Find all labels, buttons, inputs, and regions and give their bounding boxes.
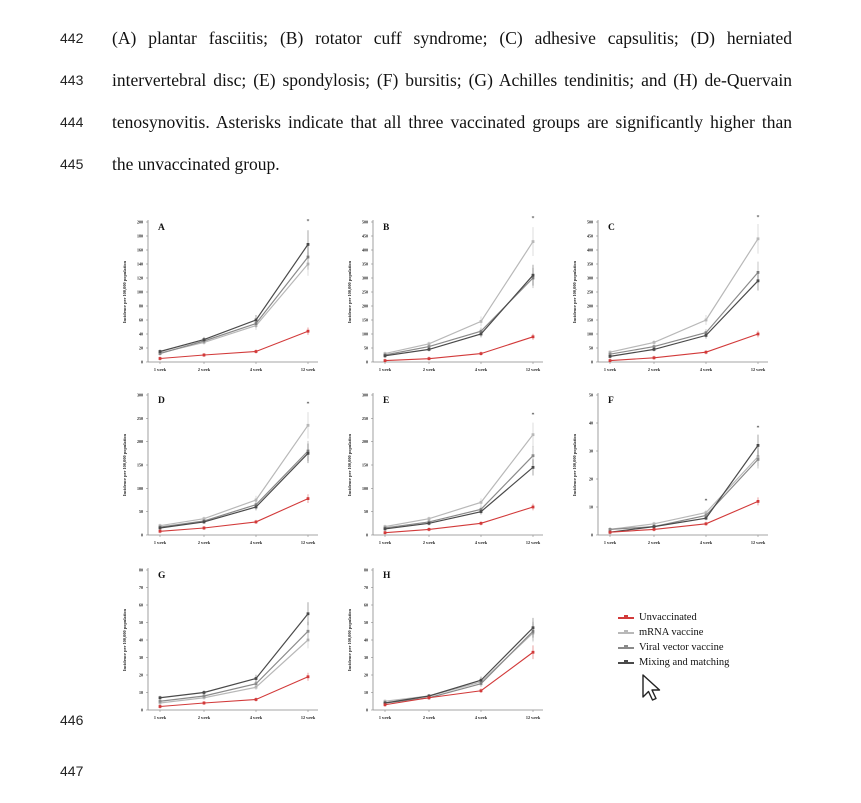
data-point (757, 458, 760, 461)
y-tick-label: 50 (364, 345, 368, 351)
significance-asterisk: * (756, 215, 760, 221)
x-tick-label: 12 week (750, 367, 766, 372)
data-point (757, 444, 760, 447)
chart-panel-g (122, 568, 318, 721)
data-point (384, 528, 387, 531)
series-line (385, 631, 533, 703)
series-line (385, 467, 533, 529)
y-tick-label: 500 (587, 219, 593, 225)
data-point (307, 497, 310, 500)
data-point (653, 348, 656, 351)
y-tick-label: 0 (366, 707, 368, 713)
x-tick-label: 4 week (249, 715, 263, 720)
y-axis-label: Incidence per 100,000 population (347, 608, 352, 672)
x-tick-label: 12 week (300, 540, 316, 545)
y-tick-label: 50 (139, 509, 143, 515)
legend-label: Mixing and matching (639, 657, 730, 668)
data-point (428, 528, 431, 531)
data-point (384, 703, 387, 706)
y-tick-label: 300 (362, 392, 368, 398)
y-axis-label: Incidence per 100,000 population (122, 433, 127, 497)
data-point (532, 651, 535, 654)
x-tick-label: 1 week (153, 715, 167, 720)
data-point (159, 357, 162, 360)
data-point (307, 675, 310, 678)
data-point (307, 424, 310, 427)
x-tick-label: 1 week (378, 715, 392, 720)
data-point (307, 630, 310, 633)
y-tick-label: 30 (364, 655, 368, 660)
significance-asterisk: * (704, 498, 708, 505)
y-tick-label: 50 (139, 620, 143, 625)
y-axis-label: Incidence per 100,000 population (572, 433, 577, 497)
legend-swatch (618, 662, 634, 664)
y-tick-label: 0 (591, 359, 593, 365)
y-axis-label: Incidence per 100,000 population (347, 433, 352, 497)
series-line (610, 445, 758, 532)
x-tick-label: 4 week (699, 540, 713, 545)
data-point (757, 237, 760, 240)
data-point (532, 433, 535, 436)
y-tick-label: 200 (362, 303, 368, 309)
y-tick-label: 40 (364, 637, 368, 643)
x-tick-label: 2 week (197, 540, 211, 545)
y-tick-label: 70 (139, 585, 143, 590)
caption-text: intervertebral disc; (E) spondylosis; (F) bursitis; (G) Achilles tendinitis; and (H) de-Quervain (112, 70, 792, 90)
x-tick-label: 12 week (300, 367, 316, 372)
x-tick-label: 12 week (525, 715, 541, 720)
data-point (480, 679, 483, 682)
data-point (384, 359, 387, 362)
chart-panel-a (122, 219, 318, 372)
y-tick-label: 10 (139, 690, 143, 695)
data-point (480, 501, 483, 504)
significance-asterisk: * (531, 412, 535, 419)
data-point (480, 352, 483, 355)
chart-panel-c (572, 215, 768, 372)
y-tick-label: 150 (362, 462, 368, 468)
series-line (160, 451, 308, 527)
data-point (653, 356, 656, 359)
mouse-pointer-icon (641, 673, 663, 703)
data-point (255, 698, 258, 701)
data-point (480, 522, 483, 525)
data-point (428, 696, 431, 699)
data-point (653, 528, 656, 531)
series-line (385, 628, 533, 703)
data-point (203, 527, 206, 530)
y-tick-label: 40 (139, 637, 143, 643)
y-tick-label: 400 (587, 247, 593, 253)
data-point (480, 510, 483, 513)
x-tick-label: 2 week (647, 540, 661, 545)
x-tick-label: 4 week (249, 367, 263, 372)
data-point (705, 319, 708, 322)
chart-panel-d (122, 393, 318, 546)
x-tick-label: 1 week (153, 367, 167, 372)
y-tick-label: 250 (587, 289, 593, 295)
data-point (203, 695, 206, 698)
legend (618, 610, 729, 670)
x-tick-label: 2 week (197, 367, 211, 372)
series-line (610, 281, 758, 357)
y-tick-label: 0 (366, 532, 368, 538)
series-line (160, 640, 308, 703)
y-tick-label: 80 (364, 567, 368, 573)
line-number: 442 (60, 30, 84, 46)
data-point (255, 506, 258, 509)
significance-asterisk: * (306, 401, 310, 408)
series-line (160, 453, 308, 528)
series-line (385, 633, 533, 701)
y-tick-label: 50 (364, 509, 368, 515)
data-point (532, 626, 535, 629)
y-tick-label: 250 (137, 415, 143, 421)
panel-letter: F (608, 396, 614, 406)
data-point (255, 521, 258, 524)
y-tick-label: 100 (362, 485, 368, 491)
caption-text: the unvaccinated group. (112, 154, 280, 174)
data-point (384, 531, 387, 534)
x-tick-label: 1 week (603, 540, 617, 545)
legend-label: Unvaccinated (639, 612, 697, 623)
y-tick-label: 20 (364, 672, 368, 678)
data-point (532, 466, 535, 469)
y-axis-label: Incidence per 100,000 population (122, 608, 127, 672)
y-tick-label: 350 (362, 261, 368, 267)
y-tick-label: 100 (137, 289, 143, 295)
y-tick-label: 300 (137, 392, 143, 398)
y-tick-label: 80 (139, 567, 143, 573)
line-number: 443 (60, 72, 84, 88)
y-tick-label: 30 (139, 655, 143, 660)
y-tick-label: 140 (137, 261, 143, 267)
data-point (203, 354, 206, 357)
y-tick-label: 60 (139, 602, 143, 608)
data-point (307, 612, 310, 615)
y-tick-label: 10 (364, 690, 368, 695)
x-tick-label: 4 week (474, 540, 488, 545)
x-tick-label: 12 week (525, 367, 541, 372)
y-tick-label: 450 (587, 233, 593, 239)
significance-asterisk: * (531, 215, 535, 222)
y-tick-label: 250 (362, 415, 368, 421)
data-point (705, 517, 708, 520)
y-tick-label: 50 (589, 392, 593, 398)
legend-label: Viral vector vaccine (639, 642, 724, 653)
y-tick-label: 150 (362, 317, 368, 323)
y-tick-label: 100 (362, 331, 368, 337)
y-tick-label: 300 (587, 275, 593, 281)
data-point (428, 517, 431, 520)
y-tick-label: 20 (589, 476, 593, 482)
y-tick-label: 150 (137, 462, 143, 468)
series-line (385, 435, 533, 527)
y-tick-label: 100 (137, 485, 143, 491)
x-tick-label: 12 week (300, 715, 316, 720)
y-tick-label: 400 (362, 247, 368, 253)
significance-asterisk: * (756, 425, 760, 432)
legend-item (618, 640, 729, 655)
series-line (385, 507, 533, 533)
y-tick-label: 0 (141, 359, 143, 365)
legend-swatch (618, 617, 634, 619)
y-tick-label: 0 (591, 532, 593, 538)
y-tick-label: 200 (362, 439, 368, 445)
data-point (532, 335, 535, 338)
x-tick-label: 2 week (422, 715, 436, 720)
legend-swatch (618, 647, 634, 649)
series-line (610, 459, 758, 529)
panel-letter: H (383, 571, 391, 581)
data-point (203, 691, 206, 694)
chart-panel-b (347, 216, 543, 372)
y-tick-label: 0 (141, 532, 143, 538)
data-point (255, 350, 258, 353)
data-point (609, 531, 612, 534)
data-point (428, 522, 431, 525)
series-line (160, 614, 308, 698)
data-point (159, 530, 162, 533)
data-point (307, 330, 310, 333)
line-number: 444 (60, 114, 84, 130)
data-point (255, 319, 258, 322)
y-tick-label: 20 (139, 672, 143, 678)
x-tick-label: 2 week (422, 367, 436, 372)
data-point (609, 355, 612, 358)
data-point (384, 354, 387, 357)
legend-item (618, 625, 729, 640)
line-number: 447 (60, 763, 84, 779)
chart-panel-h (347, 568, 543, 721)
panel-letter: A (158, 223, 165, 233)
y-axis-label: Incidence per 100,000 population (572, 260, 577, 324)
y-tick-label: 80 (139, 303, 143, 309)
series-line (385, 652, 533, 705)
series-line (385, 242, 533, 354)
data-point (480, 689, 483, 692)
x-tick-label: 2 week (197, 715, 211, 720)
data-point (705, 351, 708, 354)
y-tick-label: 60 (139, 317, 143, 323)
y-tick-label: 450 (362, 233, 368, 239)
data-point (255, 682, 258, 685)
y-tick-label: 120 (137, 275, 143, 281)
x-tick-label: 1 week (378, 540, 392, 545)
data-point (428, 357, 431, 360)
data-point (609, 359, 612, 362)
data-point (532, 240, 535, 243)
x-tick-label: 1 week (603, 367, 617, 372)
data-point (532, 274, 535, 277)
y-tick-label: 40 (589, 420, 593, 426)
y-tick-label: 200 (137, 219, 143, 225)
y-tick-label: 60 (364, 602, 368, 608)
legend-swatch (618, 632, 634, 634)
panel-letter: G (158, 571, 166, 581)
series-line (610, 239, 758, 352)
panel-letter: C (608, 223, 615, 233)
data-point (159, 696, 162, 699)
x-tick-label: 12 week (525, 540, 541, 545)
data-point (480, 333, 483, 336)
significance-asterisk: * (306, 219, 310, 226)
data-point (159, 705, 162, 708)
data-point (428, 348, 431, 351)
caption-text: tenosynovitis. Asterisks indicate that all three vaccinated groups are significantly higher than (112, 112, 792, 132)
y-tick-label: 160 (137, 247, 143, 253)
panel-letter: E (383, 396, 390, 406)
data-point (255, 677, 258, 680)
y-tick-label: 100 (587, 331, 593, 337)
data-point (307, 243, 310, 246)
data-point (532, 454, 535, 457)
data-point (757, 333, 760, 336)
y-tick-label: 180 (137, 233, 143, 239)
data-point (532, 506, 535, 509)
caption-text: (A) plantar fasciitis; (B) rotator cuff syndrome; (C) adhesive capsulitis; (D) herniated (112, 28, 792, 48)
line-number: 446 (60, 712, 84, 728)
y-tick-label: 250 (362, 289, 368, 295)
series-line (160, 244, 308, 351)
y-tick-label: 350 (587, 261, 593, 267)
series-line (160, 331, 308, 358)
data-point (159, 700, 162, 703)
data-point (480, 320, 483, 323)
series-line (160, 499, 308, 532)
y-tick-label: 20 (139, 345, 143, 351)
data-point (757, 279, 760, 282)
data-point (159, 350, 162, 353)
y-tick-label: 500 (362, 219, 368, 225)
y-tick-label: 300 (362, 275, 368, 281)
series-line (610, 457, 758, 530)
x-tick-label: 4 week (249, 540, 263, 545)
y-tick-label: 10 (589, 504, 593, 510)
data-point (159, 527, 162, 530)
y-axis-label: Incidence per 100,000 population (122, 260, 127, 324)
data-point (203, 702, 206, 705)
y-tick-label: 200 (137, 439, 143, 445)
x-tick-label: 4 week (699, 367, 713, 372)
y-tick-label: 40 (139, 331, 143, 337)
data-point (203, 338, 206, 341)
x-tick-label: 2 week (647, 367, 661, 372)
chart-panel-f (572, 393, 768, 546)
data-point (757, 500, 760, 503)
data-point (203, 521, 206, 524)
y-tick-label: 30 (589, 448, 593, 454)
y-tick-label: 150 (587, 317, 593, 323)
data-point (307, 452, 310, 455)
y-tick-label: 70 (364, 585, 368, 590)
panel-letter: D (158, 396, 165, 406)
data-point (653, 341, 656, 344)
x-tick-label: 12 week (750, 540, 766, 545)
data-point (255, 499, 258, 502)
line-number: 445 (60, 156, 84, 172)
y-tick-label: 0 (141, 707, 143, 713)
legend-item (618, 610, 729, 625)
x-tick-label: 4 week (474, 367, 488, 372)
legend-label: mRNA vaccine (639, 627, 704, 638)
series-line (160, 257, 308, 354)
chart-panel-e (347, 393, 543, 546)
y-tick-label: 0 (366, 359, 368, 365)
legend-item (618, 655, 729, 670)
x-tick-label: 1 week (378, 367, 392, 372)
y-tick-label: 50 (589, 345, 593, 351)
x-tick-label: 4 week (474, 715, 488, 720)
data-point (705, 334, 708, 337)
y-axis-label: Incidence per 100,000 population (347, 260, 352, 324)
x-tick-label: 2 week (422, 540, 436, 545)
panel-letter: B (383, 223, 390, 233)
data-point (705, 522, 708, 525)
x-tick-label: 1 week (153, 540, 167, 545)
y-tick-label: 200 (587, 303, 593, 309)
y-tick-label: 50 (364, 620, 368, 625)
